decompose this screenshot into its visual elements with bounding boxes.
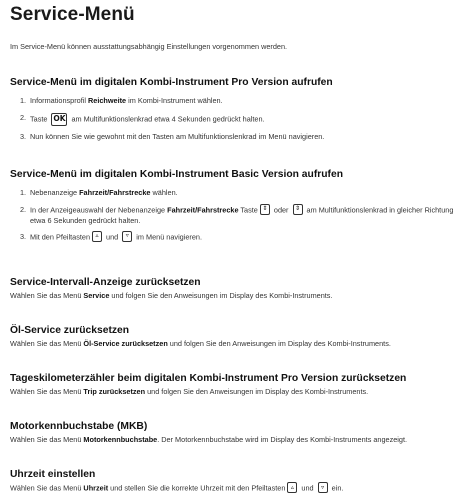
intro-text: Im Service-Menü können ausstattungsabhängig Einstellungen vorgenommen werden. — [10, 42, 288, 51]
section-body: Wählen Sie das Menü Uhrzeit und stellen Sie die korrekte Uhrzeit mit den Pfeiltasten ▵ und ▿ ein. — [10, 483, 344, 493]
list-item: 2. In der Anzeigeauswahl der Nebenanzeige Fahrzeit/Fahrstrecke Taste ⇕ oder ⇕ am Multifunktionslenkrad in gleicher Richtung etwa 6 Sekunden gedrückt halten. — [20, 204, 454, 225]
section-heading: Service-Menü im digitalen Kombi-Instrument Pro Version aufrufen — [10, 77, 333, 88]
arrow-down-key-icon: ▿ — [318, 482, 328, 493]
arrow-down-key-icon: ▿ — [122, 231, 132, 242]
section-body: Wählen Sie das Menü Öl-Service zurücksetzen und folgen Sie den Anweisungen im Display des Kombi-Instruments. — [10, 339, 391, 348]
section-pro — [10, 76, 455, 148]
section-basic — [10, 168, 455, 249]
section-body: Wählen Sie das Menü Trip zurücksetzen und folgen Sie den Anweisungen im Display des Kombi-Instruments. — [10, 387, 369, 396]
section-trip — [10, 372, 455, 397]
section-heading: Service-Intervall-Anzeige zurücksetzen — [10, 277, 201, 288]
section-heading: Service-Menü im digitalen Kombi-Instrument Basic Version aufrufen — [10, 169, 343, 180]
list-item: 3. Nun können Sie wie gewohnt mit den Tasten am Multifunktionslenkrad im Menü navigieren. — [20, 131, 325, 141]
section-oil — [10, 324, 455, 349]
section-heading: Motorkennbuchstabe (MKB) — [10, 421, 148, 432]
section-heading: Uhrzeit einstellen — [10, 469, 96, 480]
section-heading: Tageskilometerzähler beim digitalen Kombi-Instrument Pro Version zurücksetzen — [10, 373, 407, 384]
ok-key-icon: OK — [51, 113, 67, 126]
list-item: 3. Mit den Pfeiltasten ▵ und ▿ im Menü navigieren. — [20, 232, 202, 242]
arrow-up-down-key-icon: ⇕ — [293, 204, 303, 215]
section-body: Wählen Sie das Menü Service und folgen Sie den Anweisungen im Display des Kombi-Instruments. — [10, 291, 333, 300]
section-interval — [10, 276, 455, 301]
steps-list — [10, 96, 455, 142]
section-clock — [10, 468, 455, 494]
steps-list — [10, 188, 455, 243]
list-item: 1. Nebenanzeige Fahrzeit/Fahrstrecke wählen. — [20, 188, 178, 197]
arrow-up-key-icon: ▵ — [92, 231, 102, 242]
page-title: Service-Menü — [10, 4, 135, 25]
list-item: 1. Informationsprofil Reichweite im Kombi-Instrument wählen. — [20, 96, 223, 105]
section-mkb — [10, 420, 455, 445]
arrow-up-key-icon: ▵ — [287, 482, 297, 493]
list-item: 2. Taste OK am Multifunktionslenkrad etwa 4 Sekunden gedrückt halten. — [10, 113, 455, 126]
arrow-up-down-key-icon: ⇕ — [260, 204, 270, 215]
section-heading: Öl-Service zurücksetzen — [10, 325, 130, 336]
section-body: Wählen Sie das Menü Motorkennbuchstabe. Der Motorkennbuchstabe wird im Display des Kombi-Instruments angezeigt. — [10, 435, 408, 444]
